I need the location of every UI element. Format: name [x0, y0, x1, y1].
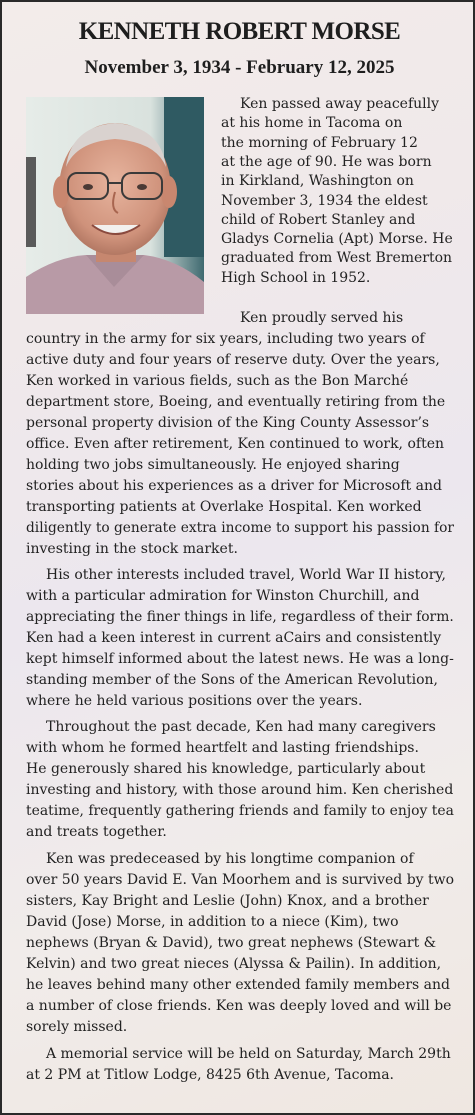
life-dates: November 3, 1934 - February 12, 2025: [84, 57, 395, 78]
text-line: at 2 PM at Titlow Lodge, 8425 6th Avenue, Tacoma.: [26, 1067, 394, 1083]
text-line: nephews (Bryan & David), two great nephews (Stewart &: [26, 935, 437, 951]
text-line: His other interests included travel, World War II history,: [46, 567, 446, 583]
text-line: in Kirkland, Washington on: [221, 173, 414, 189]
text-line: David (Jose) Morse, in addition to a niece (Kim), two: [26, 914, 399, 930]
text-line: investing and history, with those around him. Ken cherished: [26, 782, 454, 798]
text-line: stories about his experiences as a driver for Microsoft and: [26, 478, 442, 494]
text-line: Ken had a keen interest in current aCairs and consistently: [26, 630, 442, 646]
text-line: Ken worked in various fields, such as the Bon Marché: [26, 373, 409, 389]
text-line: High School in 1952.: [221, 270, 371, 286]
portrait-photo: [26, 97, 204, 314]
text-line: Ken was predeceased by his longtime companion of: [46, 851, 414, 867]
text-line: country in the army for six years, including two years of: [26, 331, 425, 347]
text-line: Throughout the past decade, Ken had many caregivers: [46, 719, 436, 735]
text-line: Ken proudly served his: [240, 310, 404, 326]
text-line: He generously shared his knowledge, particularly about: [26, 761, 426, 777]
text-line: Gladys Cornelia (Apt) Morse. He: [221, 231, 453, 247]
text-line: teatime, frequently gathering friends and family to enjoy tea: [26, 803, 454, 819]
text-line: the morning of February 12: [221, 135, 418, 151]
text-line: Kelvin) and two great nieces (Alyssa & Pailin). In addition,: [26, 956, 442, 972]
text-line: office. Even after retirement, Ken continued to work, often: [26, 436, 444, 452]
text-line: at his home in Tacoma on: [221, 115, 403, 131]
text-line: where he held various positions over the years.: [26, 693, 363, 709]
text-line: A memorial service will be held on Saturday, March 29th: [46, 1046, 451, 1062]
text-line: with a particular admiration for Winston Churchill, and: [26, 588, 420, 604]
text-line: a number of close friends. Ken was deeply loved and will be: [26, 998, 452, 1014]
text-line: standing member of the Sons of the American Revolution,: [26, 672, 438, 688]
text-line: personal property division of the King County Assessor’s: [26, 415, 430, 431]
text-line: department store, Boeing, and eventually retiring from the: [26, 394, 446, 410]
text-line: at the age of 90. He was born: [221, 154, 432, 170]
text-line: holding two jobs simultaneously. He enjoyed sharing: [26, 457, 400, 473]
text-line: child of Robert Stanley and: [221, 212, 416, 228]
text-line: he leaves behind many other extended family members and: [26, 977, 450, 993]
text-line: diligently to generate extra income to support his passion for: [26, 520, 454, 536]
text-line: transporting patients at Overlake Hospital. Ken worked: [26, 499, 422, 515]
text-line: sorely missed.: [26, 1019, 128, 1035]
text-line: investing in the stock market.: [26, 541, 238, 557]
text-line: and treats together.: [26, 824, 167, 840]
text-line: kept himself informed about the latest news. He was a long-: [26, 651, 454, 667]
text-line: with whom he formed heartfelt and lasting friendships.: [26, 740, 419, 756]
text-line: Ken passed away peacefully: [240, 96, 440, 112]
text-line: November 3, 1934 the eldest: [221, 193, 428, 209]
text-line: sisters, Kay Bright and Leslie (John) Knox, and a brother: [26, 893, 429, 909]
text-line: active duty and four years of reserve duty. Over the years,: [26, 352, 440, 368]
text-line: over 50 years David E. Van Moorhem and is survived by two: [26, 872, 455, 888]
text-line: graduated from West Bremerton: [221, 250, 453, 266]
text-line: appreciating the finer things in life, regardless of their form.: [26, 609, 454, 625]
deceased-name: KENNETH ROBERT MORSE: [78, 18, 401, 45]
